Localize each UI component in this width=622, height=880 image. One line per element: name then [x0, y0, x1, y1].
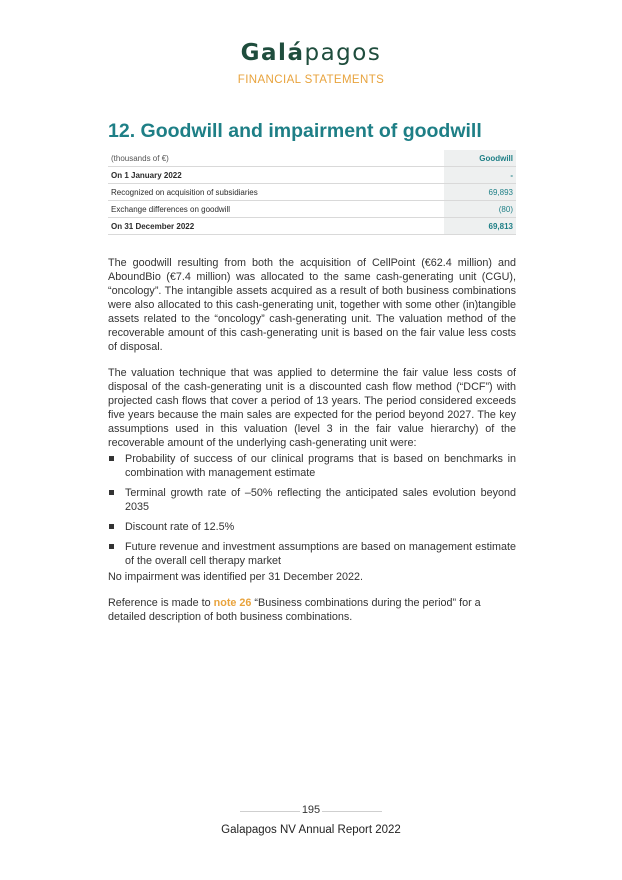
table-row [108, 184, 516, 201]
row-value: 69,813 [444, 218, 516, 235]
goodwill-column-header: Goodwill [444, 150, 516, 167]
goodwill-table [108, 150, 516, 235]
page-title: 12. Goodwill and impairment of goodwill [108, 120, 482, 142]
bullet-square-icon [109, 544, 114, 549]
table-row [108, 218, 516, 235]
bullet-square-icon [109, 456, 114, 461]
note-26-link[interactable]: note 26 [213, 597, 252, 609]
row-label: Recognized on acquisition of subsidiaries [108, 184, 444, 201]
galapagos-logo [0, 40, 622, 66]
row-value: 69,893 [444, 184, 516, 201]
section-label: FINANCIAL STATEMENTS [237, 74, 385, 86]
report-title: Galapagos NV Annual Report 2022 [221, 824, 401, 836]
row-value: (80) [444, 201, 516, 218]
logo-text-light: pagos [304, 40, 382, 66]
page-number: 195 [301, 804, 321, 816]
table-row [108, 201, 516, 218]
bullet-square-icon [109, 490, 114, 495]
logo-text-bold: Galá [240, 40, 305, 66]
row-value: - [444, 167, 516, 184]
assumptions-list [108, 452, 516, 574]
bullet-square-icon [109, 524, 114, 529]
paragraph-goodwill-allocation: The goodwill resulting from both the acquisition of CellPoint (€62.4 million) and AboundBio (€7.4 million) was allocated to the same cash-generating unit (CGU), “oncology”. The intangible assets acquired as a result of both business combinations were also allocated to this cash-generating unit, together with some other (in)tangible assets related to the “oncology” cash-generating unit. The valuation method of the recoverable amount of this cash-generating unit is based on the fair value less costs of disposal. [108, 257, 516, 353]
row-label: On 1 January 2022 [108, 167, 444, 184]
list-item-text: Probability of success of our clinical programs that is based on benchmarks in combination with management estimate [125, 453, 516, 479]
list-item-text: Discount rate of 12.5% [125, 521, 235, 533]
table-header-row [108, 150, 516, 167]
row-label: On 31 December 2022 [108, 218, 444, 235]
reference-text-after: “Business combinations during the period” for a detailed description of both business combinations. [108, 597, 481, 623]
list-item-text: Future revenue and investment assumptions are based on management estimate of the overall cell therapy market [125, 541, 516, 567]
paragraph-valuation-technique: The valuation technique that was applied to determine the fair value less costs of disposal of the cash-generating unit is a discounted cash flow method (“DCF”) with projected cash flows that cover a period of 13 years. The period considered exceeds five years because the main sales are expected for the period beyond 2027. The key assumptions used in this valuation (level 3 in the fair value hierarchy) of the recoverable amount of the underlying cash-generating unit were: [108, 367, 516, 449]
list-item [108, 540, 516, 568]
row-label: Exchange differences on goodwill [108, 201, 444, 218]
paragraph-no-impairment: No impairment was identified per 31 December 2022. [108, 571, 364, 583]
table-row [108, 167, 516, 184]
list-item [108, 520, 516, 534]
reference-text-before: Reference is made to [108, 597, 214, 609]
list-item [108, 486, 516, 514]
paragraph-reference [108, 596, 516, 624]
list-item-text: Terminal growth rate of –50% reflecting the anticipated sales evolution beyond 2035 [125, 487, 516, 513]
unit-label: (thousands of €) [108, 150, 444, 167]
list-item [108, 452, 516, 480]
